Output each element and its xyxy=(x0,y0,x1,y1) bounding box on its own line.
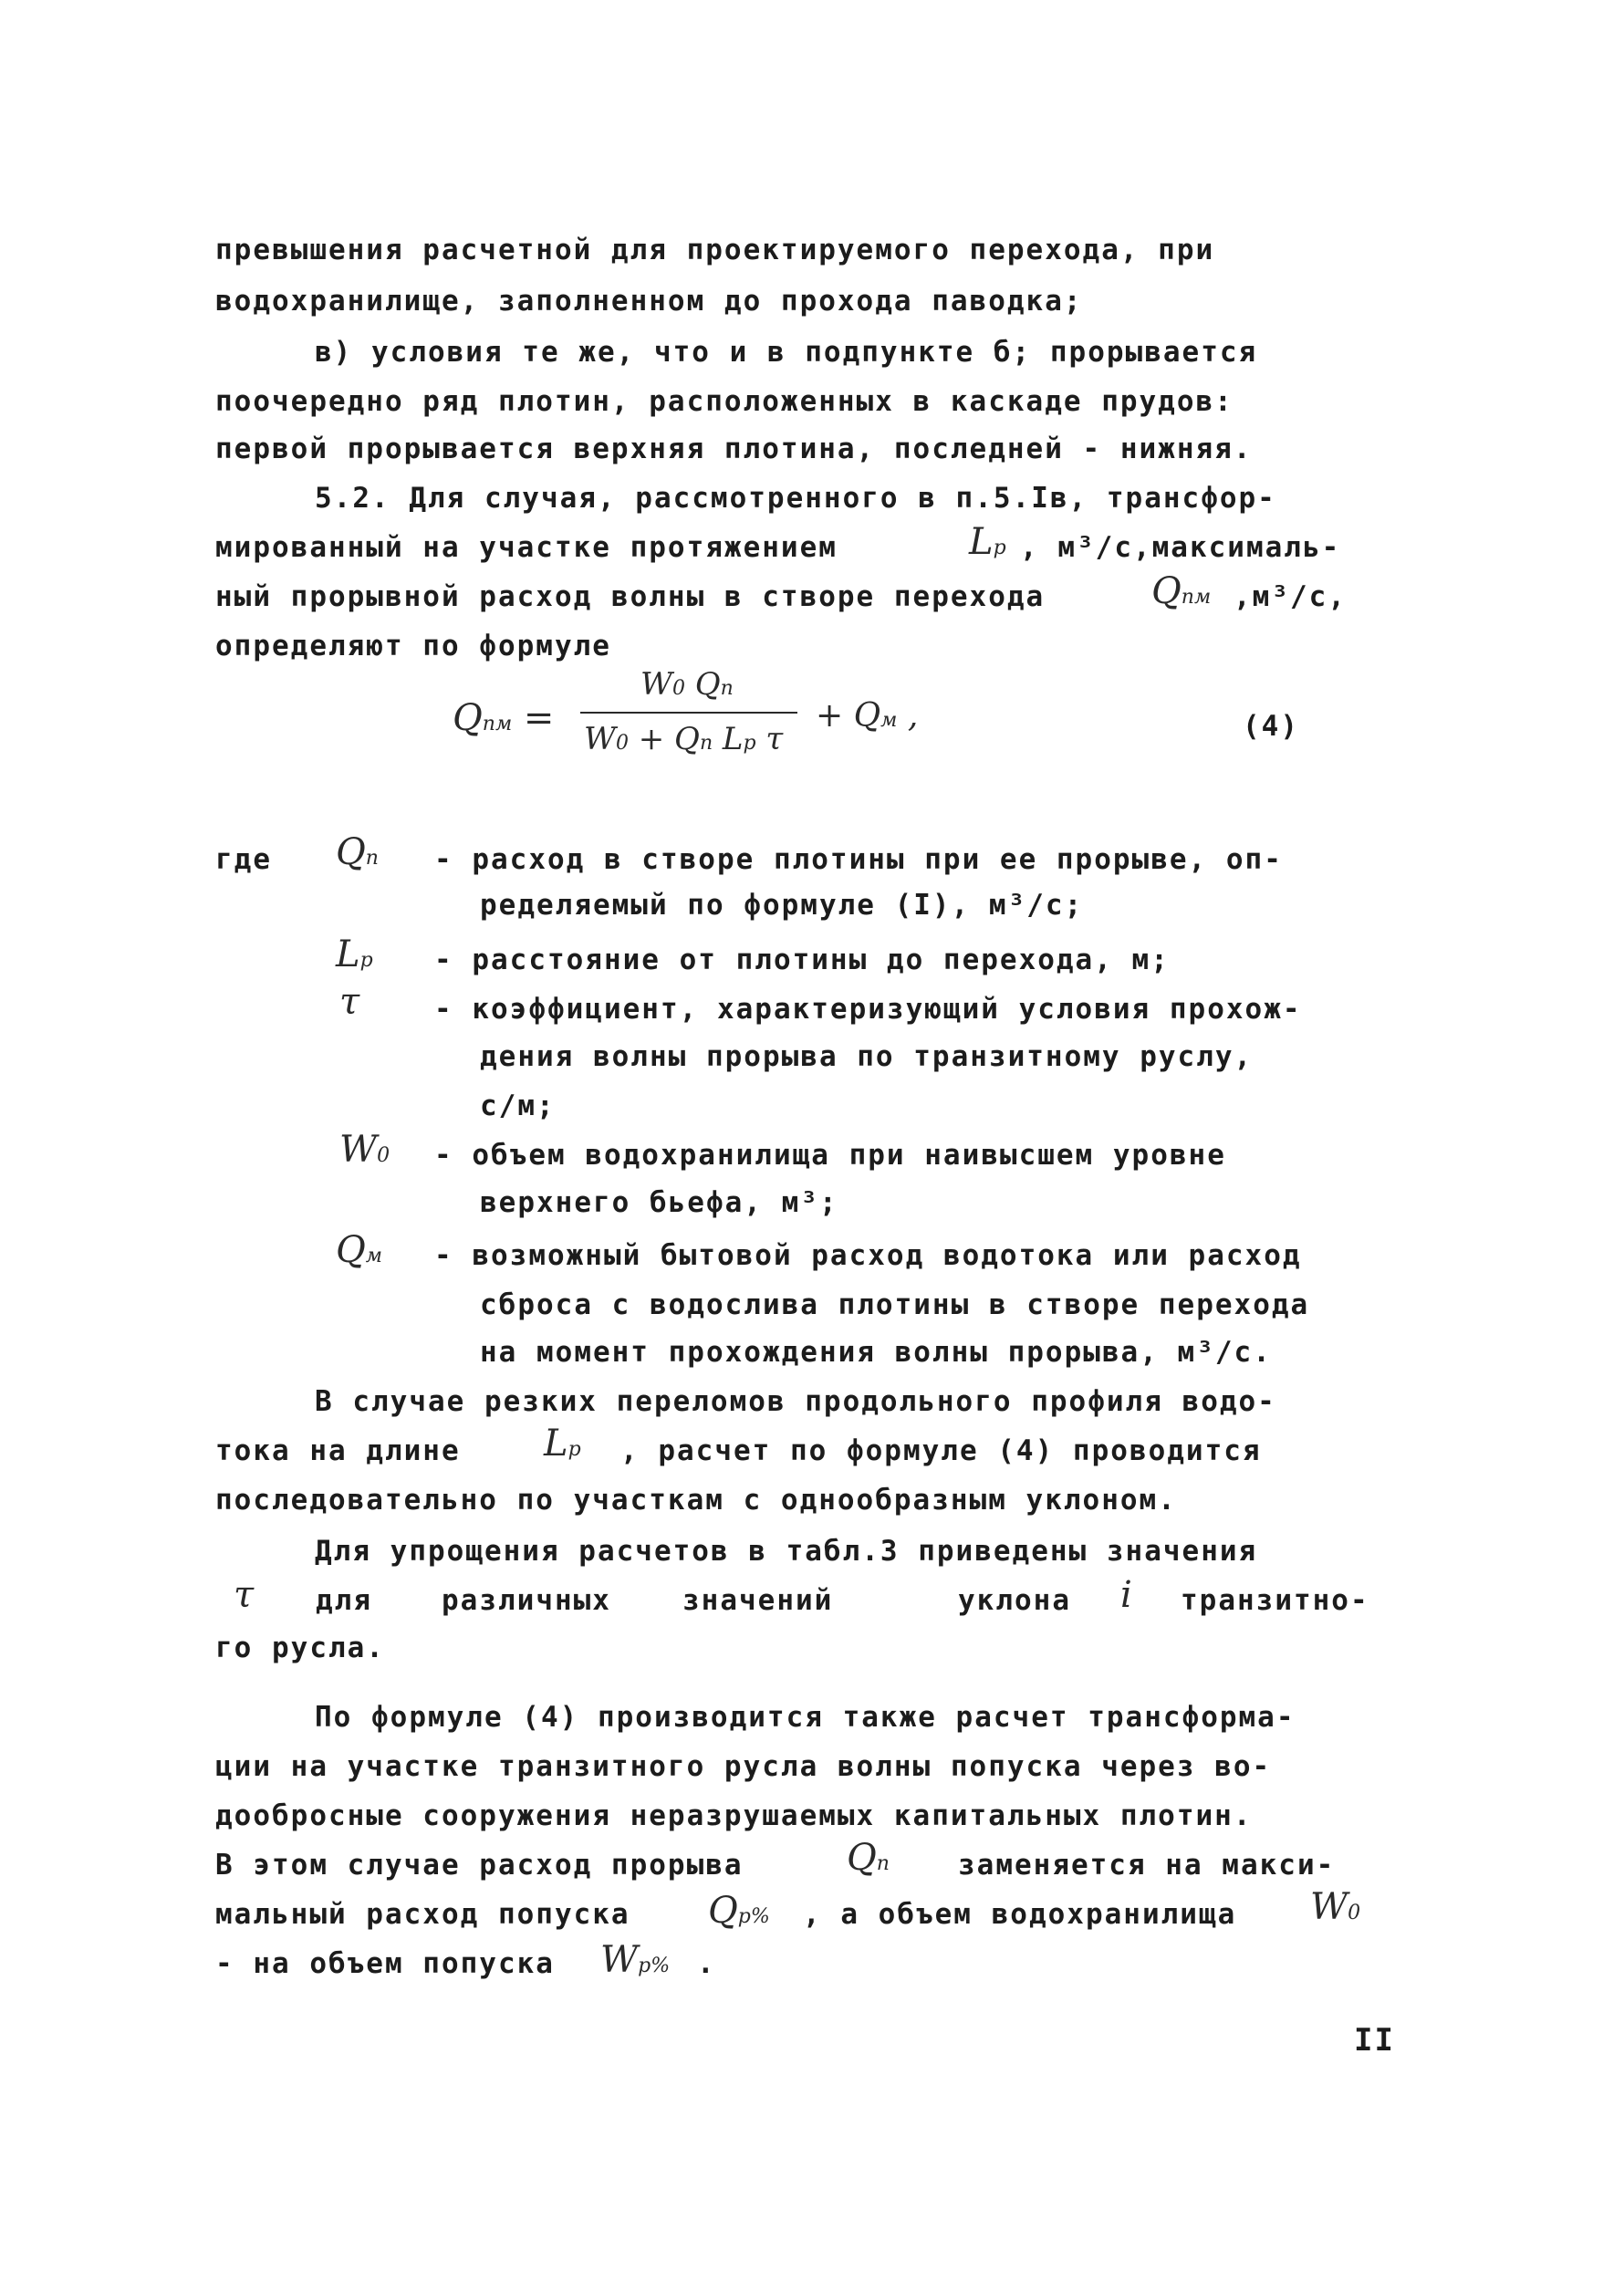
text-line: первой прорывается верхняя плотина, последней - нижняя. xyxy=(215,433,1253,465)
text-line: дообросные сооружения неразрушаемых капитальных плотин. xyxy=(215,1799,1253,1832)
symbol-w0: W0 xyxy=(339,1129,390,1171)
formula-number: (4) xyxy=(1243,710,1299,743)
symbol-qp-pct: Qp% xyxy=(708,1890,770,1932)
definition-line: - возможный бытовой расход водотока или расход xyxy=(434,1239,1302,1272)
formula-denominator: W0 + Qп Lp τ xyxy=(584,721,784,757)
definition-line: - расход в створе плотины при ее прорыве, оп- xyxy=(434,843,1283,876)
symbol-lp: Lp xyxy=(544,1423,581,1465)
definition-line: - коэффициент, характеризующий условия прохож- xyxy=(434,993,1302,1026)
text-line: - на объем попуска xyxy=(215,1947,555,1980)
symbol-qpm: Qпм xyxy=(1151,570,1212,612)
definition-line: с/м; xyxy=(480,1090,556,1122)
symbol-lp: Lp xyxy=(969,521,1006,563)
text-line: транзитно- xyxy=(1181,1584,1369,1617)
text-line: ный прорывной расход волны в створе перехода xyxy=(215,580,1046,613)
text-line: тока на длине xyxy=(215,1434,461,1467)
symbol-w0: W0 xyxy=(1310,1886,1361,1928)
symbol-qm: Qм xyxy=(336,1229,383,1271)
definition-line: верхнего бьефа, м³; xyxy=(480,1186,838,1219)
text-line: мальный расход попуска xyxy=(215,1898,630,1931)
text-line: в) условия те же, что и в подпункте б; прорывается xyxy=(315,336,1258,369)
definition-line: ределяемый по формуле (I), м³/с; xyxy=(480,889,1084,922)
text-line: заменяется на макси- xyxy=(958,1849,1336,1882)
symbol-tau: τ xyxy=(339,981,360,1023)
text-line: Для упрощения расчетов в табл.3 приведены значения xyxy=(315,1535,1258,1568)
section-heading-line: 5.2. Для случая, рассмотренного в п.5.Iв, трансфор- xyxy=(315,482,1276,515)
where-label: где xyxy=(215,843,272,876)
definition-line: - объем водохранилища при наивысшем уровне xyxy=(434,1139,1226,1172)
fraction-bar xyxy=(580,712,797,714)
definition-line: - расстояние от плотины до перехода, м; xyxy=(434,944,1170,976)
symbol-tau: τ xyxy=(234,1574,255,1616)
formula-lhs: Qпм = xyxy=(453,697,555,739)
text-line: различных xyxy=(442,1584,611,1617)
text-line: поочередно ряд плотин, расположенных в каскаде прудов: xyxy=(215,385,1234,418)
symbol-qp: Qп xyxy=(336,831,379,873)
text-line: водохранилище, заполненном до прохода паводка; xyxy=(215,285,1083,318)
symbol-i: i xyxy=(1120,1574,1132,1616)
text-line: превышения расчетной для проектируемого перехода, при xyxy=(215,234,1215,266)
text-line: ,м³/с, xyxy=(1234,580,1347,613)
text-line: определяют по формуле xyxy=(215,630,611,662)
text-line: , м³/с,максималь- xyxy=(1020,531,1341,564)
text-line: для xyxy=(316,1584,372,1617)
text-line: уклона xyxy=(958,1584,1071,1617)
symbol-qp: Qп xyxy=(847,1837,890,1879)
text-line: В этом случае расход прорыва xyxy=(215,1849,744,1882)
symbol-lp: Lp xyxy=(336,933,373,975)
symbol-wp-pct: Wp% xyxy=(600,1939,671,1981)
text-line: , расчет по формуле (4) проводится xyxy=(620,1434,1262,1467)
text-line: , а объем водохранилища xyxy=(803,1898,1237,1931)
formula-rhs: + Qм , xyxy=(816,697,919,735)
text-line: го русла. xyxy=(215,1632,385,1664)
text-line: последовательно по участкам с однообразным уклоном. xyxy=(215,1484,1177,1517)
page-number: II xyxy=(1354,2022,1395,2059)
text-line: мированный на участке протяжением xyxy=(215,531,838,564)
text-line: значений xyxy=(682,1584,834,1617)
text-line: . xyxy=(697,1947,716,1980)
text-line: ции на участке транзитного русла волны попуска через во- xyxy=(215,1750,1272,1783)
formula-numerator: W0 Qп xyxy=(640,666,734,703)
definition-line: сброса с водослива плотины в створе перехода xyxy=(480,1288,1310,1321)
definition-line: дения волны прорыва по транзитному руслу, xyxy=(480,1040,1254,1073)
text-line: По формуле (4) производится также расчет трансформа- xyxy=(315,1701,1296,1734)
text-line: В случае резких переломов продольного профиля водо- xyxy=(315,1385,1276,1418)
definition-line: на момент прохождения волны прорыва, м³/с. xyxy=(480,1336,1272,1369)
